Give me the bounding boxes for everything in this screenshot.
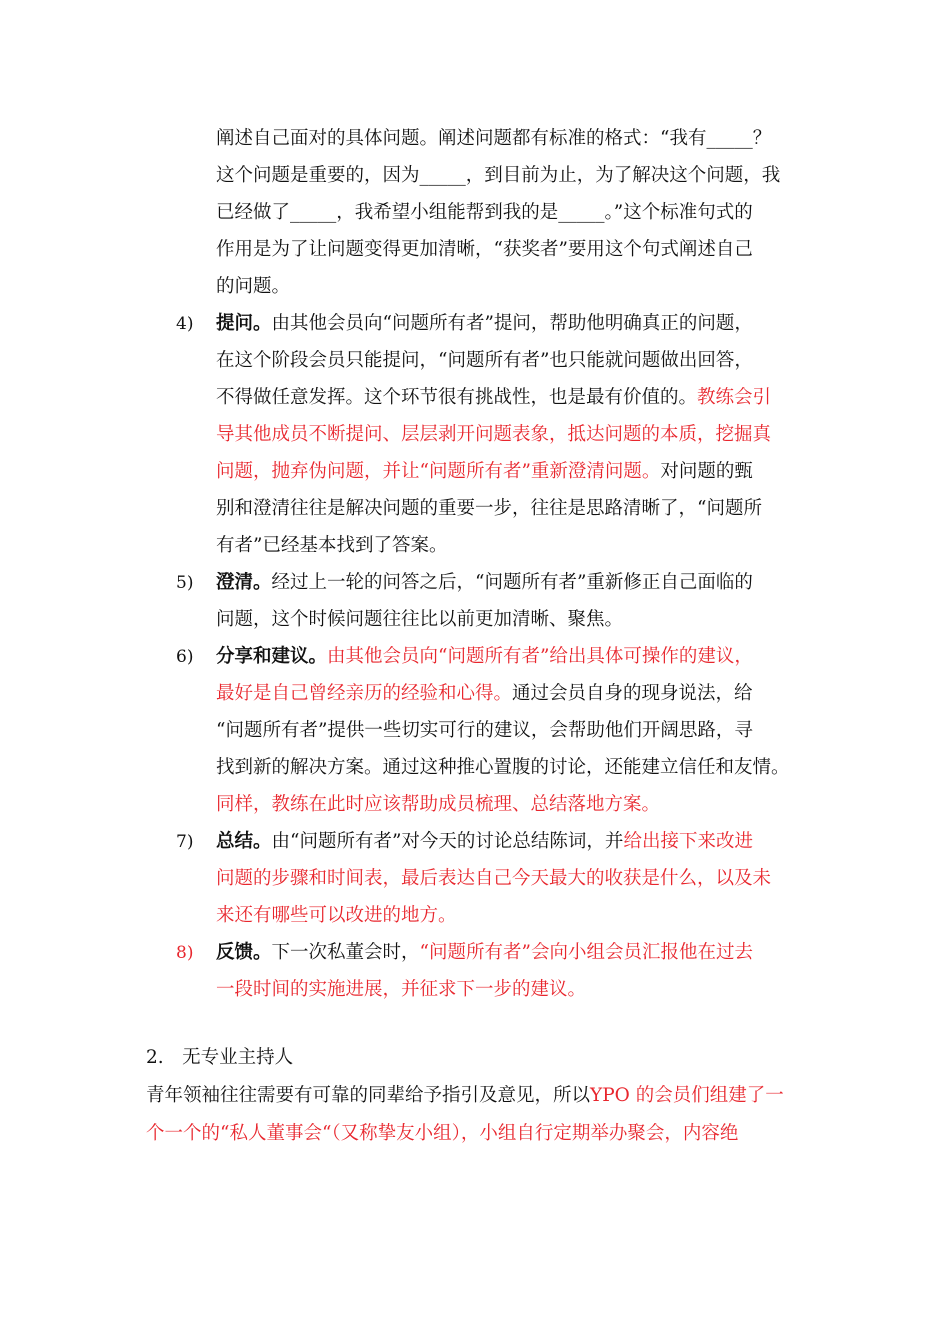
- step-8-number: 8): [176, 943, 194, 963]
- step-4-number: 4): [176, 314, 194, 334]
- step-7-line-3: 来还有哪些可以改进的地方。: [216, 905, 457, 926]
- step-7-title: 总结。: [216, 831, 272, 852]
- step-8-line-2: 一段时间的实施进展，并征求下一步的建议。: [216, 979, 587, 1000]
- step-6-number: 6): [176, 647, 194, 667]
- step-4-line-3: 不得做任意发挥。这个环节很有挑战性，也是最有价值的。教练会引: [216, 387, 772, 408]
- step-7-line-2: 问题的步骤和时间表，最后表达自己今天最大的收获是什么，以及未: [216, 868, 772, 889]
- step-5-number: 5): [176, 573, 194, 593]
- step-8-title: 反馈。: [216, 942, 272, 963]
- step-5-line-2: 问题，这个时候问题往往比以前更加清晰、聚焦。: [216, 609, 624, 630]
- step-4-line-4: 导其他成员不断提问、层层剥开问题表象，抵达问题的本质，挖掘真: [216, 424, 772, 445]
- section-2-para-line-2: 个一个的“私人董事会“（又称挚友小组），小组自行定期举办聚会，内容绝: [146, 1123, 739, 1144]
- step-4-line-5: 问题，抛弃伪问题，并让“问题所有者”重新澄清问题。对问题的甄: [216, 461, 753, 482]
- step-7-number: 7): [176, 832, 194, 852]
- step-4-line-2: 在这个阶段会员只能提问，“问题所有者”也只能就问题做出回答，: [216, 350, 753, 371]
- step-6-line-4: 找到新的解决方案。通过这种推心置腹的讨论，还能建立信任和友情。: [216, 757, 790, 778]
- step-6-line-5: 同样，教练在此时应该帮助成员梳理、总结落地方案。: [216, 794, 661, 815]
- intro-line-2: 这个问题是重要的，因为_____，到目前为止，为了解决这个问题，我: [216, 165, 781, 186]
- step-7-line-1: 总结。由“问题所有者”对今天的讨论总结陈词，并给出接下来改进: [216, 831, 753, 852]
- intro-line-5: 的问题。: [216, 276, 291, 297]
- step-6-line-2: 最好是自己曾经亲历的经验和心得。通过会员自身的现身说法，给: [216, 683, 753, 704]
- step-5-line-1: 澄清。经过上一轮的问答之后，“问题所有者”重新修正自己面临的: [216, 572, 753, 593]
- section-2-para-line-1: 青年领袖往往需要有可靠的同辈给予指引及意见，所以YPO 的会员们组建了一: [146, 1085, 784, 1106]
- step-8-line-1: 反馈。下一次私董会时，“问题所有者”会向小组会员汇报他在过去: [216, 942, 753, 963]
- intro-line-1: 阐述自己面对的具体问题。阐述问题都有标准的格式：“我有_____？: [216, 128, 772, 149]
- step-5-title: 澄清。: [216, 572, 272, 593]
- intro-line-3: 已经做了_____，我希望小组能帮到我的是_____。”这个标准句式的: [216, 202, 753, 223]
- step-4-line-6: 别和澄清往往是解决问题的重要一步，往往是思路清晰了，“问题所: [216, 498, 762, 519]
- step-6-title: 分享和建议。: [216, 646, 328, 667]
- section-2-heading: 2. 无专业主持人: [146, 1047, 294, 1068]
- step-4-line-7: 有者”已经基本找到了答案。: [216, 535, 448, 556]
- step-6-line-3: “问题所有者”提供一些切实可行的建议，会帮助他们开阔思路，寻: [216, 720, 753, 741]
- step-6-line-1: 分享和建议。由其他会员向“问题所有者”给出具体可操作的建议，: [216, 646, 753, 667]
- intro-line-4: 作用是为了让问题变得更加清晰，“获奖者”要用这个句式阐述自己: [216, 239, 753, 260]
- step-4-line-1: 提问。由其他会员向“问题所有者”提问，帮助他明确真正的问题，: [216, 313, 753, 334]
- step-4-title: 提问。: [216, 313, 272, 334]
